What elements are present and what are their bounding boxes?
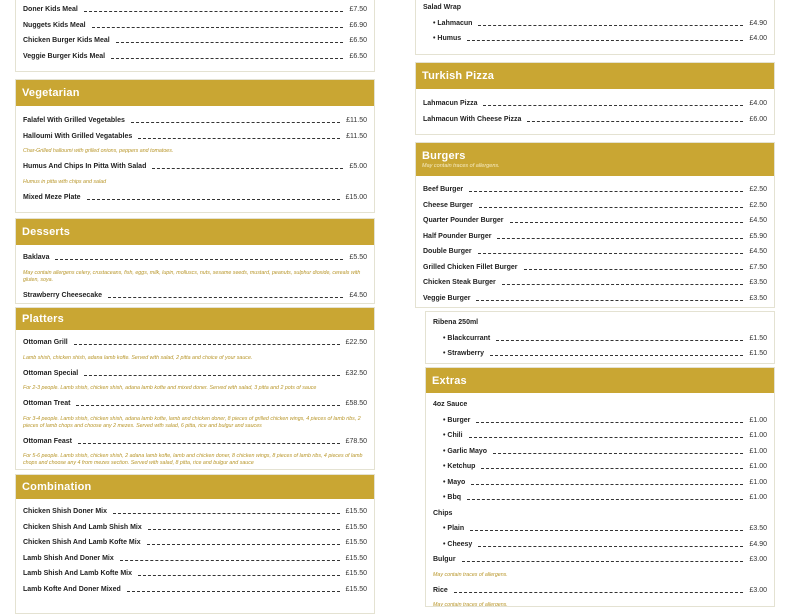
item-group-label xyxy=(423,0,767,16)
menu-item[interactable] xyxy=(433,459,767,475)
section-title: Vegetarian xyxy=(22,87,80,99)
section-header xyxy=(426,368,774,393)
dotted-leader xyxy=(524,269,744,270)
section-header xyxy=(16,475,374,499)
menu-item[interactable] xyxy=(433,444,767,460)
item-name: • Burger xyxy=(443,416,471,424)
dotted-leader xyxy=(470,530,743,531)
menu-item[interactable] xyxy=(23,33,367,49)
dotted-leader xyxy=(454,592,744,593)
menu-item[interactable] xyxy=(23,520,367,536)
dotted-leader xyxy=(74,344,340,345)
menu-item[interactable] xyxy=(23,566,367,582)
item-name: • Ketchup xyxy=(443,463,476,471)
item-name: Chicken Shish Doner Mix xyxy=(23,508,108,516)
item-price: £15.50 xyxy=(345,554,367,562)
section-header xyxy=(416,143,774,176)
menu-section-kids xyxy=(15,0,375,72)
item-price: £3.00 xyxy=(749,586,767,594)
item-name: Half Pounder Burger xyxy=(423,232,492,240)
menu-item[interactable] xyxy=(433,346,767,362)
item-price: £2.50 xyxy=(749,201,767,209)
item-price: £15.50 xyxy=(345,570,367,578)
item-price: £1.50 xyxy=(749,350,767,358)
dotted-leader xyxy=(476,422,743,423)
item-price: £78.50 xyxy=(345,437,367,445)
item-price: £6.50 xyxy=(349,37,367,45)
section-header xyxy=(416,63,774,89)
item-price: £4.90 xyxy=(749,19,767,27)
menu-item[interactable] xyxy=(23,129,367,145)
item-name: Beef Burger xyxy=(423,186,464,194)
dotted-leader xyxy=(111,58,343,59)
group-name: Chips xyxy=(433,509,453,517)
item-price: £3.50 xyxy=(749,525,767,533)
item-description: For 2-3 people. Lamb shish, chicken shish, adana lamb kofte and mixed doner. Served with salad, 3 pitta and 2 pots of sauce xyxy=(23,385,317,391)
dotted-leader xyxy=(497,238,743,239)
dotted-leader xyxy=(490,355,744,356)
menu-item[interactable] xyxy=(423,260,767,276)
item-description: For 3-4 people. Lamb shish, chicken shish, adana lamb kofte, lamb and chicken doner, 8 pieces of grilled chicken wings, 4 pieces of lamb ribs, 2 pieces of lamb chops and choose any 2 mezes. Served with salad, 6 pitta, rice and bulgur and sauces xyxy=(23,415,361,429)
item-price: £1.50 xyxy=(749,334,767,342)
item-name: Ottoman Special xyxy=(23,369,79,377)
item-price: £4.50 xyxy=(349,291,367,299)
item-name: Lamb Shish And Doner Mix xyxy=(23,554,114,562)
item-name: Rice xyxy=(433,586,448,594)
section-header xyxy=(16,80,374,106)
item-price: £11.50 xyxy=(346,117,367,125)
section-subtitle: May contain traces of allergens. xyxy=(422,163,500,169)
item-price: £3.50 xyxy=(749,294,767,302)
item-name: Ottoman Treat xyxy=(23,400,71,408)
dotted-leader xyxy=(483,105,743,106)
menu-item[interactable] xyxy=(423,244,767,260)
section-title: Combination xyxy=(22,481,92,493)
dotted-leader xyxy=(462,561,744,562)
item-name: • Garlic Mayo xyxy=(443,447,488,455)
dotted-leader xyxy=(84,375,339,376)
menu-section-combination xyxy=(15,474,375,614)
menu-item[interactable] xyxy=(23,504,367,520)
dotted-leader xyxy=(148,529,340,530)
dotted-leader xyxy=(138,575,340,576)
menu-item[interactable] xyxy=(23,18,367,34)
item-name: • Plain xyxy=(443,525,465,533)
item-price: £4.50 xyxy=(749,248,767,256)
item-description: Lamb shish, chicken shish, adana lamb kofte. Served with salad, 2 pitta and choice of your sauce. xyxy=(23,354,253,361)
item-name: Veggie Burger xyxy=(423,294,471,302)
dotted-leader xyxy=(152,168,343,169)
menu-item[interactable] xyxy=(433,490,767,506)
menu-item[interactable] xyxy=(23,582,367,598)
item-name: Bulgur xyxy=(433,556,456,564)
item-price: £32.50 xyxy=(345,369,367,377)
item-name: Chicken Shish And Lamb Shish Mix xyxy=(23,523,142,531)
item-description: Char-Grilled halloumi with grilled onions, peppers and tomatoes. xyxy=(23,148,174,154)
item-price: £5.90 xyxy=(749,232,767,240)
item-price: £3.50 xyxy=(749,279,767,287)
dotted-leader xyxy=(92,27,344,28)
item-price: £4.50 xyxy=(749,217,767,225)
item-description: May contain allergens celery, crustaceans, fish, eggs, milk, lupin, molluscs, nuts, sesame seeds, mustard, peanuts, sulphur dioxide, cereals with gluten, soya. xyxy=(23,269,361,283)
menu-item[interactable] xyxy=(423,198,767,214)
item-description: May contain traces of allergens. xyxy=(433,602,508,607)
item-name: Halloumi With Grilled Vegatables xyxy=(23,132,133,140)
menu-section-vegetarian xyxy=(15,79,375,213)
item-group-label xyxy=(433,397,767,413)
item-name: Falafel With Grilled Vegetables xyxy=(23,117,125,125)
dotted-leader xyxy=(116,42,344,43)
menu-item[interactable] xyxy=(433,537,767,553)
menu-item[interactable] xyxy=(423,213,767,229)
item-price: £15.50 xyxy=(345,585,367,593)
dotted-leader xyxy=(502,284,744,285)
group-name: Ribena 250ml xyxy=(433,319,479,327)
dotted-leader xyxy=(527,121,743,122)
menu-item[interactable] xyxy=(23,190,367,206)
item-price: £1.00 xyxy=(749,463,767,471)
item-name: Quarter Pounder Burger xyxy=(423,217,504,225)
dotted-leader xyxy=(469,191,743,192)
item-name: • Mayo xyxy=(443,478,466,486)
item-name: • Strawberry xyxy=(443,350,484,358)
dotted-leader xyxy=(471,484,743,485)
dotted-leader xyxy=(76,405,339,406)
menu-item[interactable] xyxy=(423,16,767,32)
item-price: £6.50 xyxy=(349,52,367,60)
item-name: • Chili xyxy=(443,432,463,440)
menu-item[interactable] xyxy=(423,31,767,47)
item-name: Chicken Burger Kids Meal xyxy=(23,37,110,45)
item-name: Lahmacun Pizza xyxy=(423,100,478,108)
dotted-leader xyxy=(467,40,743,41)
dotted-leader xyxy=(481,468,743,469)
item-name: Veggie Burger Kids Meal xyxy=(23,52,106,60)
menu-item[interactable] xyxy=(433,552,767,568)
item-name: Lamb Kofte And Doner Mixed xyxy=(23,585,121,593)
menu-section-drinks xyxy=(425,311,775,364)
group-name: Salad Wrap xyxy=(423,4,461,12)
menu-section-pizza xyxy=(415,62,775,135)
item-price: £4.00 xyxy=(749,35,767,43)
item-name: • Cheesy xyxy=(443,540,473,548)
item-price: £11.50 xyxy=(346,132,367,140)
item-name: Ottoman Grill xyxy=(23,339,68,347)
menu-item[interactable] xyxy=(23,396,367,412)
item-name: Doner Kids Meal xyxy=(23,6,78,14)
item-name: Cheese Burger xyxy=(423,201,473,209)
menu-item[interactable] xyxy=(23,159,367,175)
item-price: £5.00 xyxy=(349,163,367,171)
dotted-leader xyxy=(467,499,743,500)
menu-item[interactable] xyxy=(423,229,767,245)
item-name: Chicken Steak Burger xyxy=(423,279,496,287)
item-price: £15.50 xyxy=(345,539,367,547)
menu-item[interactable] xyxy=(423,275,767,291)
item-price: £1.00 xyxy=(749,432,767,440)
section-title: Extras xyxy=(432,374,467,387)
menu-section-desserts xyxy=(15,218,375,304)
item-price: £1.00 xyxy=(749,447,767,455)
item-name: Lamb Shish And Lamb Kofte Mix xyxy=(23,570,133,578)
item-price: £1.00 xyxy=(749,478,767,486)
section-title: Desserts xyxy=(22,226,71,238)
menu-item[interactable] xyxy=(433,331,767,347)
item-name: Baklava xyxy=(23,254,50,262)
item-description: May contain traces of allergens. xyxy=(433,571,508,578)
menu-section-platters xyxy=(15,307,375,470)
item-price: £58.50 xyxy=(345,400,367,408)
dotted-leader xyxy=(127,591,340,592)
section-title: Turkish Pizza xyxy=(422,70,495,82)
menu-item[interactable] xyxy=(433,521,767,537)
dotted-leader xyxy=(87,199,340,200)
item-name: Ottoman Feast xyxy=(23,437,73,445)
group-name: 4oz Sauce xyxy=(433,401,468,409)
section-header xyxy=(16,219,374,245)
menu-item[interactable] xyxy=(23,434,367,450)
dotted-leader xyxy=(469,437,744,438)
menu-item[interactable] xyxy=(23,551,367,567)
dotted-leader xyxy=(55,259,343,260)
dotted-leader xyxy=(84,11,344,12)
menu-item[interactable] xyxy=(23,535,367,551)
dotted-leader xyxy=(478,253,744,254)
dotted-leader xyxy=(478,546,743,547)
menu-item[interactable] xyxy=(433,475,767,491)
item-description: For 5-6 people. Lamb shish, chicken shish, 2 adana lamb kofte, lamb and chicken doner, 8 chicken wings, 8 pieces of lamb ribs, 4 pieces of lamb chops and choose any 4 from mezes section. Served with salad, 8 pitta, rice and bulgur and sauce xyxy=(23,453,363,466)
menu-item[interactable] xyxy=(433,413,767,429)
dotted-leader xyxy=(476,300,743,301)
menu-section-burgers xyxy=(415,142,775,308)
menu-item[interactable] xyxy=(433,583,767,599)
item-price: £4.90 xyxy=(749,540,767,548)
dotted-leader xyxy=(138,138,340,139)
item-name: Nuggets Kids Meal xyxy=(23,21,86,29)
item-name: Double Burger xyxy=(423,248,472,256)
dotted-leader xyxy=(78,443,340,444)
menu-item[interactable] xyxy=(423,96,767,112)
item-price: £6.90 xyxy=(349,21,367,29)
item-price: £6.00 xyxy=(749,115,767,123)
item-name: Chicken Shish And Lamb Kofte Mix xyxy=(23,539,141,547)
item-name: • Humus xyxy=(433,35,462,43)
item-price: £15.00 xyxy=(345,193,367,201)
item-price: £15.50 xyxy=(345,523,367,531)
section-title: Platters xyxy=(22,313,64,325)
item-name: Lahmacun With Cheese Pizza xyxy=(423,115,522,123)
item-price: £7.50 xyxy=(749,263,767,271)
item-name: • Blackcurrant xyxy=(443,334,491,342)
section-title: Burgers xyxy=(422,150,466,162)
menu-item[interactable] xyxy=(423,112,767,128)
menu-item[interactable] xyxy=(23,335,367,351)
dotted-leader xyxy=(113,513,340,514)
dotted-leader xyxy=(479,207,744,208)
item-price: £3.00 xyxy=(749,556,767,564)
item-price: £1.00 xyxy=(749,416,767,424)
menu-item[interactable] xyxy=(23,288,367,304)
item-name: Mixed Meze Plate xyxy=(23,193,81,201)
dotted-leader xyxy=(147,544,340,545)
item-price: £4.00 xyxy=(749,100,767,108)
item-name: • Bbq xyxy=(443,494,462,502)
item-group-label xyxy=(433,315,767,331)
item-price: £7.50 xyxy=(349,6,367,14)
menu-item[interactable] xyxy=(23,113,367,129)
dotted-leader xyxy=(493,453,743,454)
item-name: • Lahmacun xyxy=(433,19,473,27)
item-name: Grilled Chicken Fillet Burger xyxy=(423,263,518,271)
item-group-label xyxy=(433,506,767,522)
dotted-leader xyxy=(120,560,340,561)
menu-item[interactable] xyxy=(23,250,367,266)
item-price: £22.50 xyxy=(345,339,367,347)
menu-item[interactable] xyxy=(23,366,367,382)
dotted-leader xyxy=(108,297,343,298)
menu-section-wraps xyxy=(415,0,775,55)
item-price: £1.00 xyxy=(749,494,767,502)
item-price: £5.50 xyxy=(349,254,367,262)
section-header xyxy=(16,308,374,330)
menu-item[interactable] xyxy=(423,291,767,307)
dotted-leader xyxy=(496,340,743,341)
dotted-leader xyxy=(131,122,340,123)
item-name: Strawberry Cheesecake xyxy=(23,291,102,299)
menu-item[interactable] xyxy=(23,49,367,65)
menu-item[interactable] xyxy=(423,182,767,198)
item-price: £2.50 xyxy=(749,186,767,194)
item-name: Humus And Chips In Pitta With Salad xyxy=(23,163,147,171)
menu-item[interactable] xyxy=(433,428,767,444)
menu-item[interactable] xyxy=(23,2,367,18)
menu-section-extras xyxy=(425,367,775,607)
dotted-leader xyxy=(478,25,743,26)
item-description: Humus in pitta with chips and salad xyxy=(23,178,107,185)
dotted-leader xyxy=(510,222,744,223)
item-price: £15.50 xyxy=(345,508,367,516)
